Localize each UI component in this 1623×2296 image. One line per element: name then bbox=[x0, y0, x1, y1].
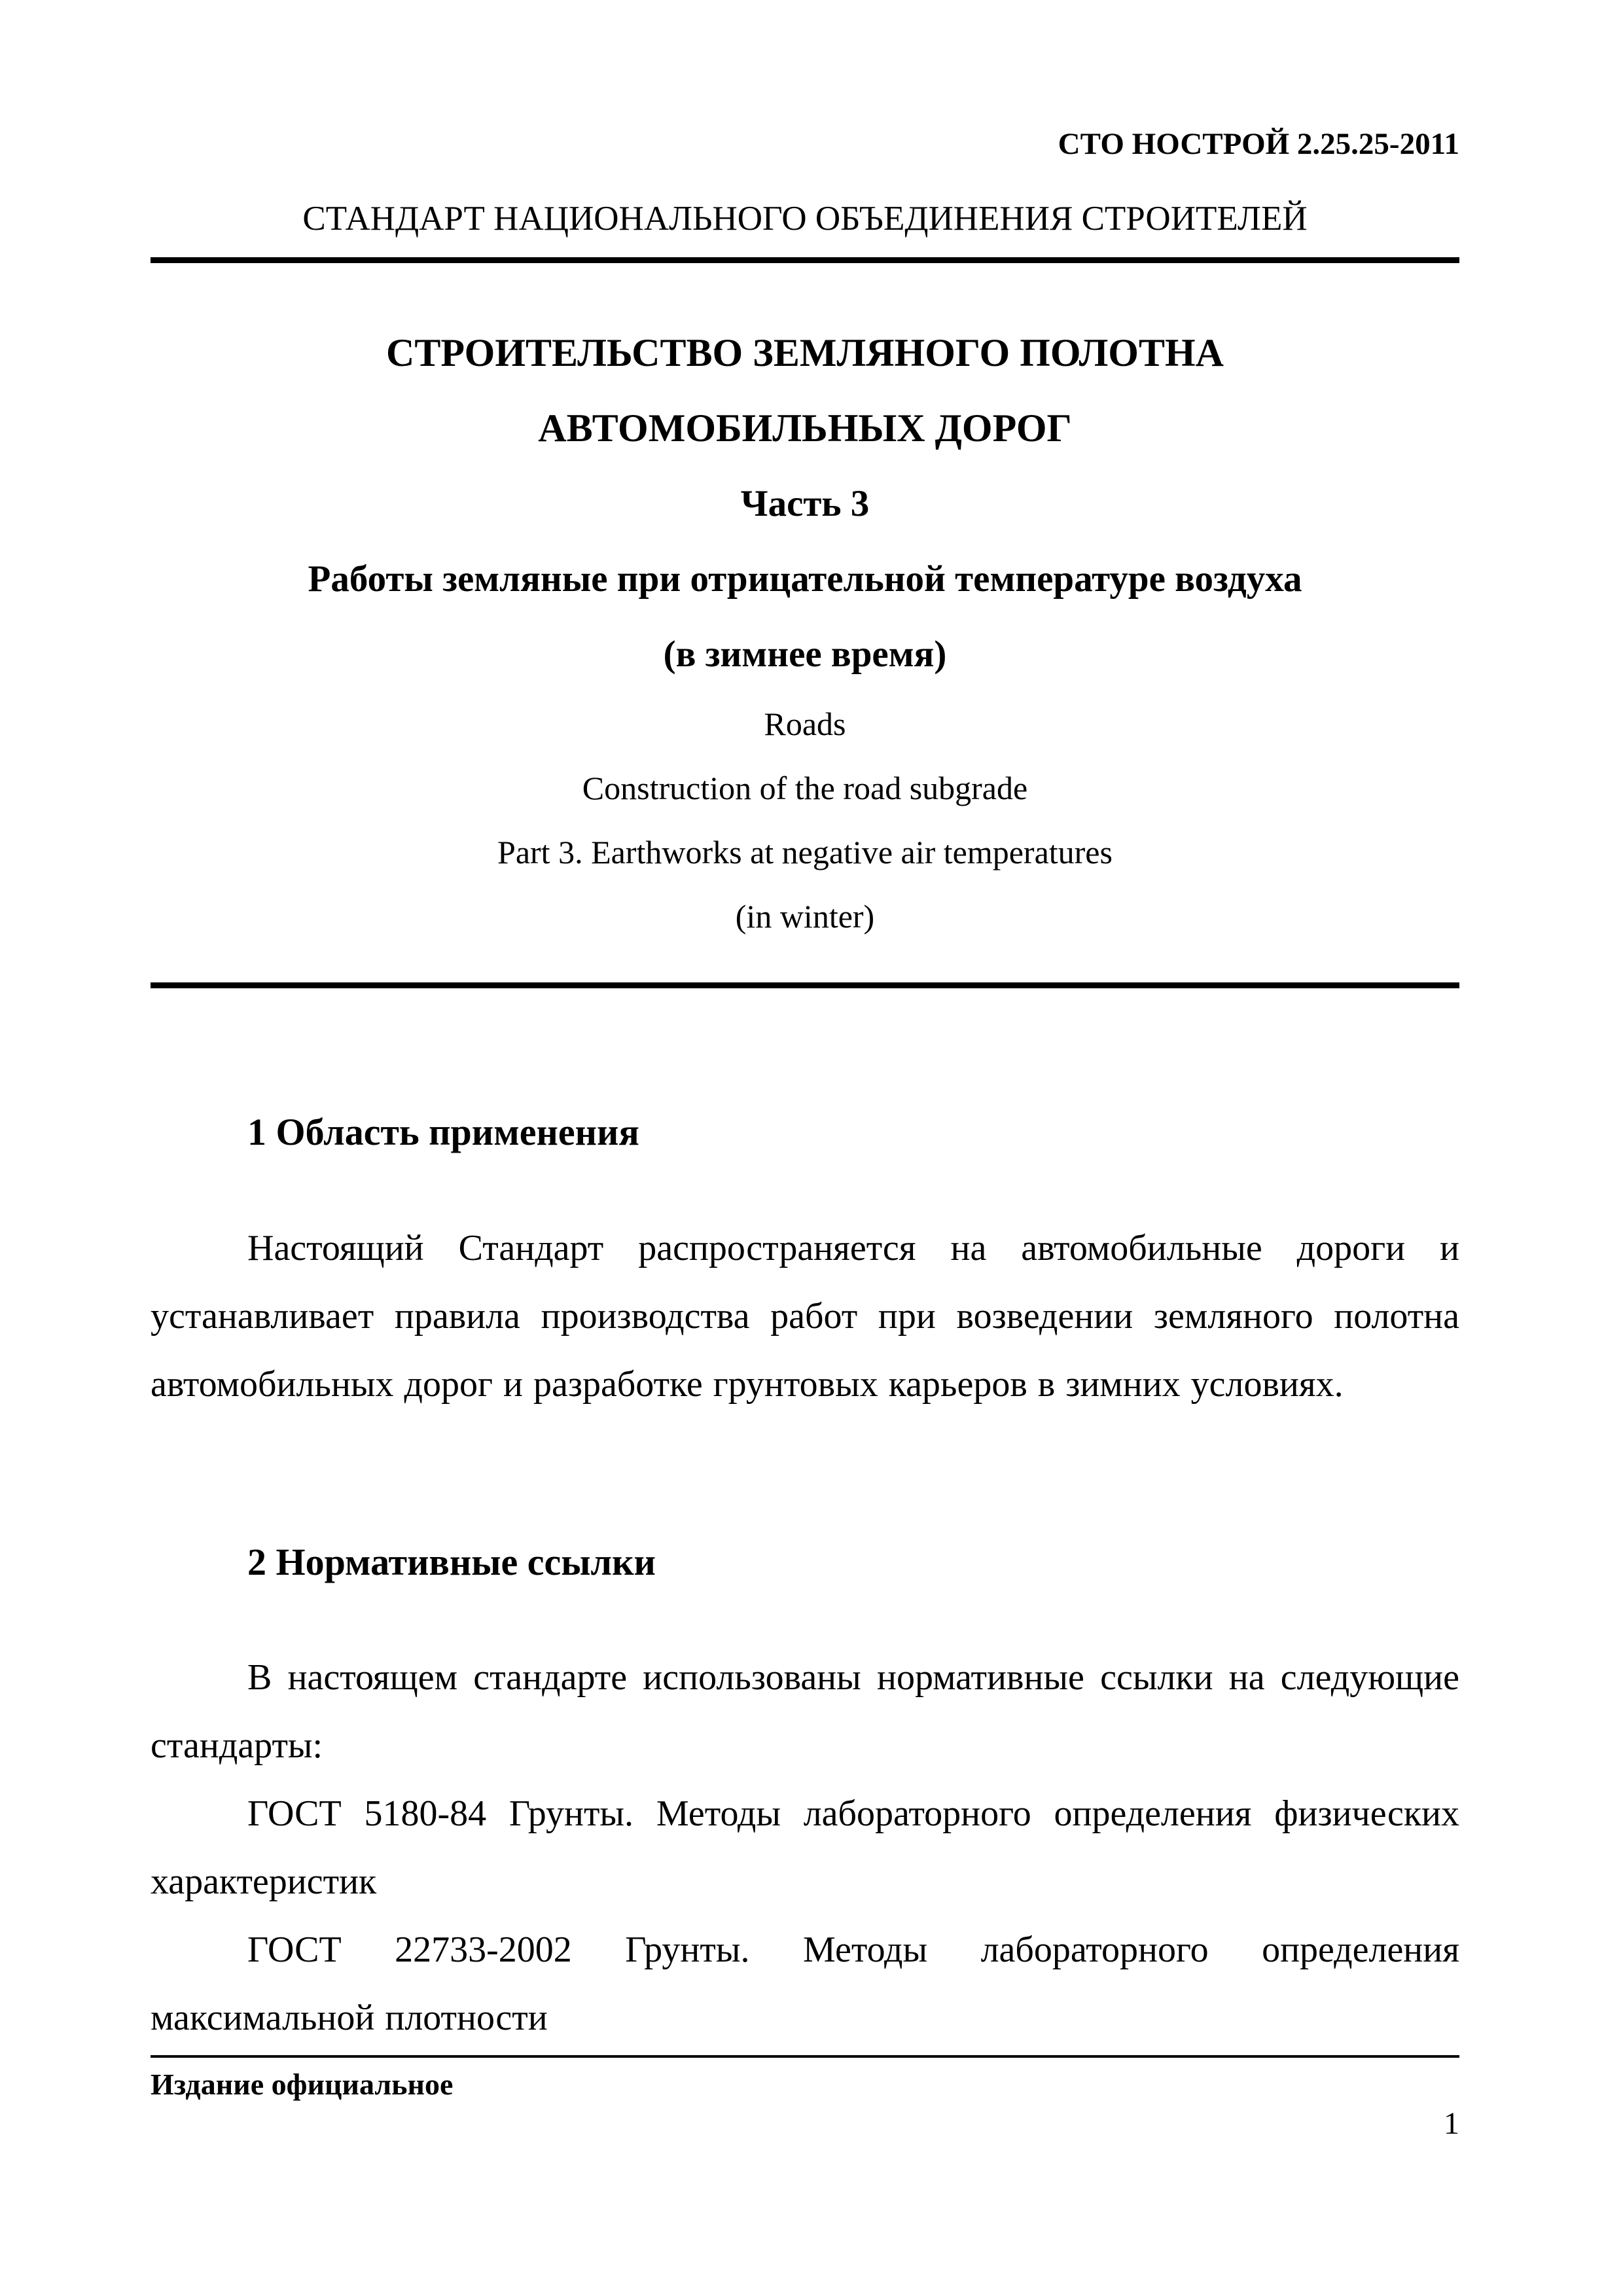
title-ru-season-note: (в зимнее время) bbox=[663, 633, 947, 675]
title-en-line-3: Part 3. Earthworks at negative air temperatures bbox=[497, 833, 1113, 870]
paragraph-scope: Настоящий Стандарт распространяется на автомобильные дороги и устанавливает правила производства работ при возведении земляного полотна автомобильных дорог и разработке грунтовых карьеров в зимних условиях. bbox=[151, 1227, 1459, 1405]
section-heading-scope: 1 Область применения bbox=[247, 1110, 639, 1153]
title-en-line-4: (in winter) bbox=[735, 897, 875, 935]
doc-number: СТО НОСТРОЙ 2.25.25-2011 bbox=[1058, 127, 1459, 161]
section-heading-references: 2 Нормативные ссылки bbox=[247, 1540, 656, 1583]
document-body bbox=[151, 1109, 1459, 2052]
footer-rule bbox=[151, 2055, 1459, 2058]
title-block bbox=[151, 315, 1459, 948]
title-en-line-2: Construction of the road subgrade bbox=[582, 769, 1028, 806]
edition-note: Издание официальное bbox=[151, 2068, 454, 2101]
page-number: 1 bbox=[1444, 2106, 1459, 2141]
section-scope bbox=[151, 1109, 1459, 1418]
document-header bbox=[151, 128, 1459, 263]
header-rule bbox=[151, 257, 1459, 263]
title-part-label: Часть 3 bbox=[740, 482, 870, 524]
title-ru-line-2: АВТОМОБИЛЬНЫХ ДОРОГ bbox=[538, 406, 1072, 450]
title-ru-subtitle: Работы земляные при отрицательной температуре воздуха bbox=[308, 558, 1302, 600]
section-normative-references bbox=[151, 1539, 1459, 2053]
title-en-line-1: Roads bbox=[764, 705, 846, 742]
title-ru-line-1: СТРОИТЕЛЬСТВО ЗЕМЛЯНОГО ПОЛОТНА bbox=[386, 331, 1224, 374]
paragraph-references-intro: В настоящем стандарте использованы нормативные ссылки на следующие стандарты: bbox=[151, 1657, 1459, 1767]
standard-org-title: СТАНДАРТ НАЦИОНАЛЬНОГО ОБЪЕДИНЕНИЯ СТРОИТЕЛЕЙ bbox=[302, 199, 1308, 238]
title-rule bbox=[151, 982, 1459, 988]
document-footer bbox=[151, 2055, 1459, 2142]
paragraph-gost-22733: ГОСТ 22733-2002 Грунты. Методы лабораторного определения максимальной плотности bbox=[151, 1929, 1459, 2039]
paragraph-gost-5180: ГОСТ 5180-84 Грунты. Методы лабораторного определения физических характеристик bbox=[151, 1793, 1459, 1903]
